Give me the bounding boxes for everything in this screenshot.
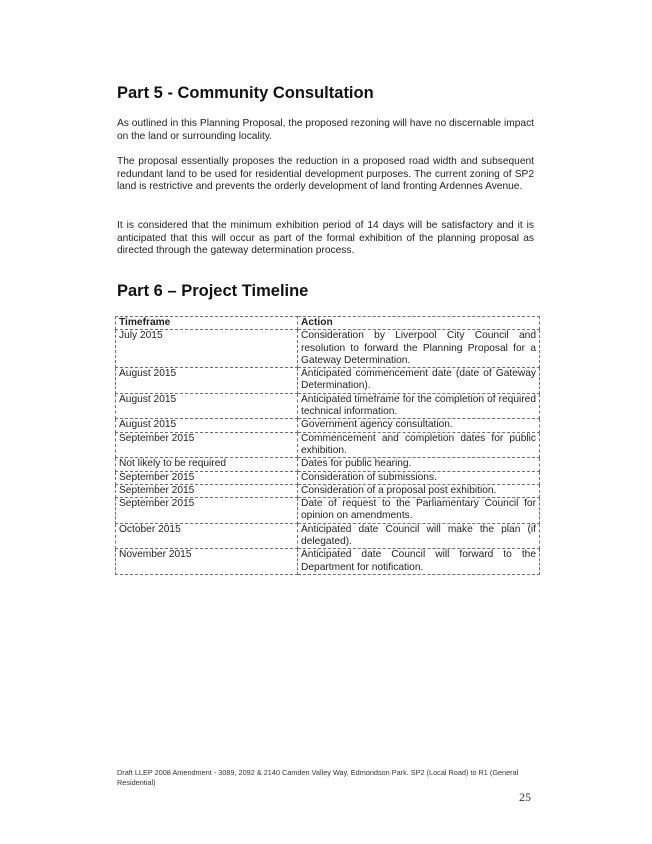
timeframe-cell: August 2015 xyxy=(116,393,298,419)
table-row xyxy=(116,549,540,575)
table-row xyxy=(116,393,540,419)
page-number: 25 xyxy=(519,790,531,804)
action-cell: Date of request to the Parliamentary Council for opinion on amendments. xyxy=(298,498,540,524)
action-cell: Anticipated date Council will forward to the Department for notification. xyxy=(298,549,540,575)
consultation-paragraph-2: The proposal essentially proposes the reduction in a proposed road width and subsequent redundant land to be used for residential development purposes. The current zoning of SP2 land is restrictive and prevents the orderly development of land fronting Ardennes Avenue. xyxy=(117,156,534,193)
table-row xyxy=(116,458,540,471)
action-cell: Anticipated commencement date (date of Gateway Determination). xyxy=(298,368,540,394)
action-cell: Anticipated date Council will make the plan (if delegated). xyxy=(298,523,540,549)
timeframe-cell: Not likely to be required xyxy=(116,458,298,471)
part5-heading: Part 5 - Community Consultation xyxy=(117,84,374,102)
timeframe-header: Timeframe xyxy=(116,317,298,330)
timeframe-cell: September 2015 xyxy=(116,484,298,497)
table-row xyxy=(116,523,540,549)
table-row xyxy=(116,330,540,368)
action-cell: Dates for public hearing. xyxy=(298,458,540,471)
action-header: Action xyxy=(298,317,540,330)
action-cell: Consideration by Liverpool City Council and resolution to forward the Planning Proposal for a Gateway Determination. xyxy=(298,330,540,368)
part6-heading: Part 6 – Project Timeline xyxy=(117,282,309,300)
consultation-paragraph-1: As outlined in this Planning Proposal, the proposed rezoning will have no discernable impact on the land or surrounding locality. xyxy=(117,118,534,142)
timeframe-cell: August 2015 xyxy=(116,419,298,432)
table-row xyxy=(116,368,540,394)
timeframe-cell: July 2015 xyxy=(116,330,298,368)
action-cell: Commencement and completion dates for public exhibition. xyxy=(298,432,540,458)
table-row xyxy=(116,471,540,484)
action-cell: Consideration of a proposal post exhibition. xyxy=(298,484,540,497)
timeframe-cell: October 2015 xyxy=(116,523,298,549)
action-cell: Government agency consultation. xyxy=(298,419,540,432)
table-row xyxy=(116,432,540,458)
action-cell: Anticipated timeframe for the completion of required technical information. xyxy=(298,393,540,419)
document-footer: Draft LLEP 2008 Amendment - 3089, 2092 & 2140 Camden Valley Way, Edmondson Park. SP2 (Local Road) to R1 (General Residential) xyxy=(117,768,519,787)
timeframe-cell: September 2015 xyxy=(116,498,298,524)
timeframe-cell: August 2015 xyxy=(116,368,298,394)
project-timeline-table xyxy=(115,316,540,575)
timeframe-cell: September 2015 xyxy=(116,471,298,484)
timeframe-cell: November 2015 xyxy=(116,549,298,575)
consultation-paragraph-3: It is considered that the minimum exhibition period of 14 days will be satisfactory and it is anticipated that this will occur as part of the formal exhibition of the planning proposal as directed through the gateway determination process. xyxy=(117,220,534,257)
timeframe-cell: September 2015 xyxy=(116,432,298,458)
table-row xyxy=(116,419,540,432)
action-cell: Consideration of submissions. xyxy=(298,471,540,484)
table-row xyxy=(116,498,540,524)
table-header-row xyxy=(116,317,540,330)
table-row xyxy=(116,484,540,497)
